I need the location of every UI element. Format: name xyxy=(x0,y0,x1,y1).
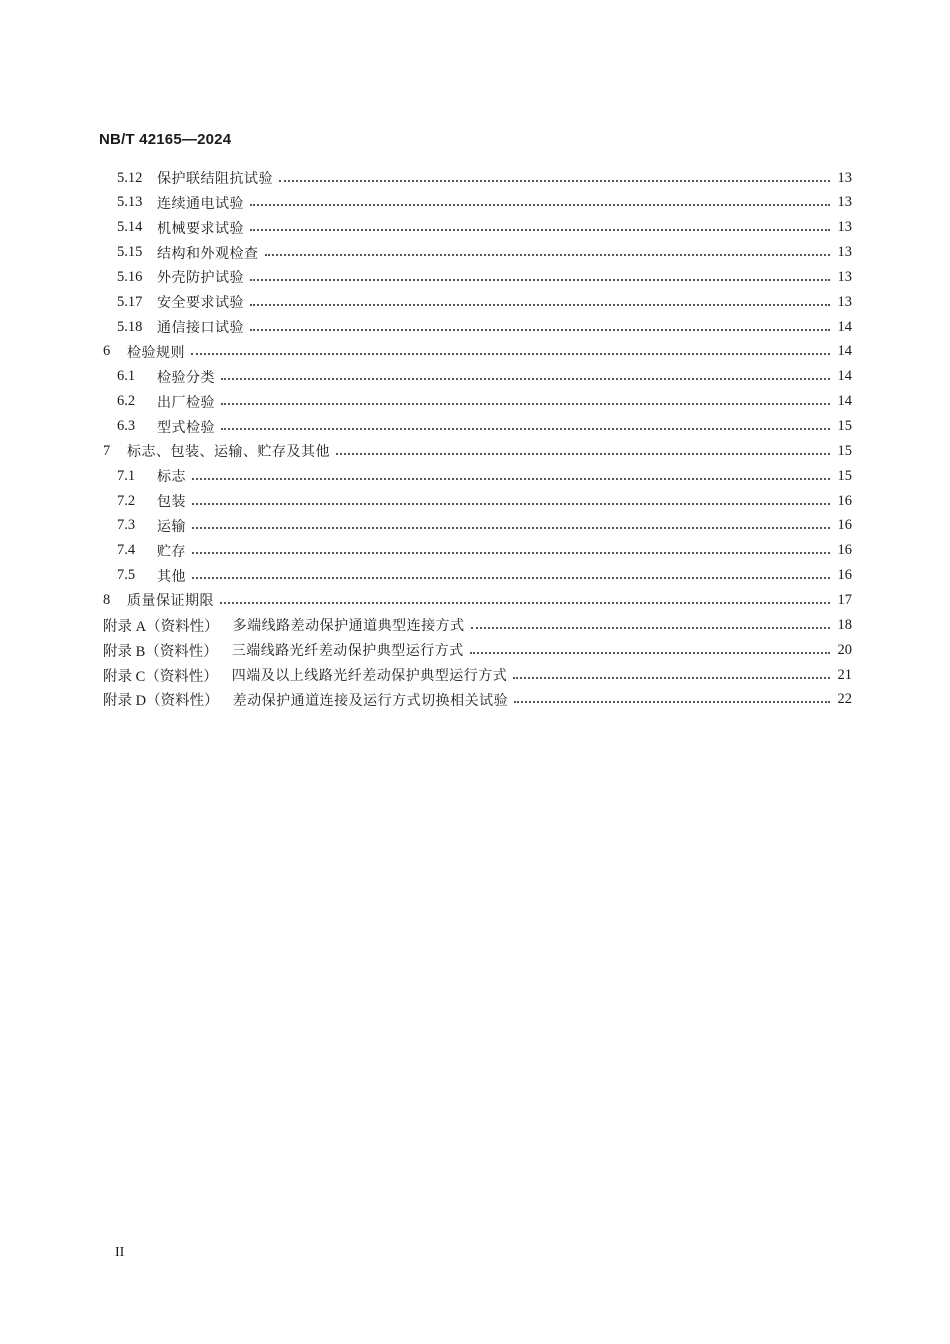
toc-leader-dots xyxy=(192,551,830,554)
toc-entry[interactable] xyxy=(117,489,852,513)
toc-entry[interactable] xyxy=(117,265,852,289)
toc-leader-dots xyxy=(192,477,830,480)
toc-entry-page: 13 xyxy=(837,268,852,285)
toc-entry-page: 13 xyxy=(837,293,852,310)
toc-entry-title: 运输 xyxy=(157,518,186,535)
toc-entry[interactable] xyxy=(117,191,852,215)
toc-entry-number: 7.4 xyxy=(117,542,136,559)
toc-entry-title: 结构和外观检查 xyxy=(157,245,259,262)
toc-leader-dots xyxy=(250,303,830,306)
toc-entry-page: 14 xyxy=(837,343,852,360)
toc-entry[interactable] xyxy=(117,216,852,240)
toc-leader-dots xyxy=(250,228,830,231)
toc-entry[interactable] xyxy=(117,415,852,439)
toc-entry-number: 附录 A（资料性） xyxy=(103,618,219,635)
toc-entry-title: 型式检验 xyxy=(157,419,215,436)
toc-entry-page: 15 xyxy=(837,418,852,434)
toc-entry-number: 6 xyxy=(103,343,111,360)
toc-entry[interactable] xyxy=(117,315,852,339)
toc-leader-dots xyxy=(470,651,830,654)
toc-entry-title: 标志 xyxy=(157,469,186,486)
toc-entry-title: 四端及以上线路光纤差动保护典型运行方式 xyxy=(231,668,508,684)
toc-entry-page: 22 xyxy=(837,691,852,708)
toc-entry-title: 标志、包装、运输、贮存及其他 xyxy=(127,444,330,461)
toc-entry-number: 7.5 xyxy=(117,567,136,584)
toc-entry-title: 检验规则 xyxy=(127,344,185,361)
toc-entry-number: 7.2 xyxy=(117,492,136,509)
toc-entry-title: 多端线路差动保护通道典型连接方式 xyxy=(232,618,465,635)
toc-entry-number: 7 xyxy=(103,442,111,459)
toc-entry-number: 6.2 xyxy=(117,393,136,410)
toc-leader-dots xyxy=(221,377,830,380)
toc-entry-page: 13 xyxy=(837,219,852,236)
toc-entry-number: 5.18 xyxy=(117,318,143,335)
toc-leader-dots xyxy=(279,179,830,182)
toc-leader-dots xyxy=(221,402,830,405)
toc-entry[interactable] xyxy=(117,290,852,314)
toc-entry[interactable] xyxy=(103,688,852,712)
toc-entry-title: 保护联结阻抗试验 xyxy=(157,171,273,187)
toc-entry-title: 三端线路光纤差动保护典型运行方式 xyxy=(231,643,464,660)
toc-entry[interactable] xyxy=(117,166,852,190)
toc-entry-title: 其他 xyxy=(157,568,186,585)
toc-leader-dots xyxy=(192,526,830,529)
toc-entry-page: 14 xyxy=(837,318,852,335)
toc-entry-number: 附录 C（资料性） xyxy=(103,668,218,685)
toc-entry-page: 13 xyxy=(837,169,852,186)
toc-leader-dots xyxy=(192,576,830,579)
toc-leader-dots xyxy=(221,427,830,430)
toc-entry-page: 16 xyxy=(837,567,852,584)
toc-entry-page: 15 xyxy=(837,467,852,484)
toc-leader-dots xyxy=(513,676,830,679)
toc-entry-number: 5.14 xyxy=(117,219,143,236)
toc-entry-title: 出厂检验 xyxy=(157,394,215,411)
toc-entry-title: 检验分类 xyxy=(157,369,215,386)
toc-entry-title: 差动保护通道连接及运行方式切换相关试验 xyxy=(232,692,509,709)
toc-entry-title: 安全要求试验 xyxy=(157,295,244,312)
toc-entry-title: 贮存 xyxy=(157,543,186,560)
toc-entry-page: 14 xyxy=(837,368,852,385)
toc-entry-number: 附录 B（资料性） xyxy=(103,643,218,660)
toc-entry-page: 13 xyxy=(837,194,852,211)
toc-entry-title: 外壳防护试验 xyxy=(157,270,244,287)
toc-entry-page: 13 xyxy=(837,244,852,261)
page-number: II xyxy=(115,1245,125,1260)
toc-entry-page: 14 xyxy=(837,393,852,410)
toc-entry[interactable] xyxy=(117,539,852,563)
toc-entry[interactable] xyxy=(117,390,852,414)
toc-leader-dots xyxy=(336,452,830,455)
toc-entry-title: 包装 xyxy=(157,494,186,511)
toc-entry-title: 连续通电试验 xyxy=(157,195,244,212)
toc-leader-dots xyxy=(192,502,830,505)
toc-entry-number: 5.15 xyxy=(117,244,143,261)
toc-leader-dots xyxy=(191,352,830,355)
toc-entry-page: 18 xyxy=(837,616,852,633)
toc-entry-title: 通信接口试验 xyxy=(157,320,244,337)
toc-leader-dots xyxy=(250,203,830,206)
toc-entry-page: 16 xyxy=(837,492,852,509)
toc-entry-page: 16 xyxy=(837,517,852,534)
toc-entry-title: 质量保证期限 xyxy=(127,593,214,610)
toc-leader-dots xyxy=(514,700,830,703)
toc-entry-number: 5.17 xyxy=(117,293,143,310)
toc-entry-number: 6.1 xyxy=(117,368,136,385)
toc-entry[interactable] xyxy=(117,514,852,538)
toc-entry-page: 20 xyxy=(837,641,852,658)
toc-entry-number: 6.3 xyxy=(117,418,136,434)
toc-entry-number: 附录 D（资料性） xyxy=(103,693,219,710)
toc-entry[interactable] xyxy=(103,638,852,662)
toc-entry-number: 7.1 xyxy=(117,467,136,484)
toc-entry[interactable] xyxy=(117,464,852,488)
toc-entry[interactable] xyxy=(103,588,852,612)
toc-leader-dots xyxy=(265,253,831,256)
toc-entry[interactable] xyxy=(103,613,852,637)
toc-entry[interactable] xyxy=(117,564,852,588)
toc-entry-page: 21 xyxy=(837,666,852,683)
toc-entry-number: 5.16 xyxy=(117,268,143,285)
toc-entry-page: 17 xyxy=(837,591,852,608)
toc-entry-page: 15 xyxy=(837,442,852,459)
toc-leader-dots xyxy=(250,278,830,281)
toc-leader-dots xyxy=(220,601,830,604)
toc-entry-number: 7.3 xyxy=(117,517,136,534)
toc-entry[interactable] xyxy=(117,241,852,265)
toc-leader-dots xyxy=(250,328,830,331)
toc-entry-number: 8 xyxy=(103,591,111,608)
toc-entry-title: 机械要求试验 xyxy=(157,220,244,237)
document-code: NB/T 42165—2024 xyxy=(99,131,232,148)
toc-entry[interactable] xyxy=(117,365,852,389)
toc-entry[interactable] xyxy=(103,439,852,463)
toc-leader-dots xyxy=(471,626,830,629)
toc-entry[interactable] xyxy=(103,663,852,687)
toc-entry-page: 16 xyxy=(837,542,852,559)
toc-entry[interactable] xyxy=(103,340,852,364)
toc-entry-number: 5.13 xyxy=(117,194,143,211)
toc-entry-number: 5.12 xyxy=(117,169,143,186)
